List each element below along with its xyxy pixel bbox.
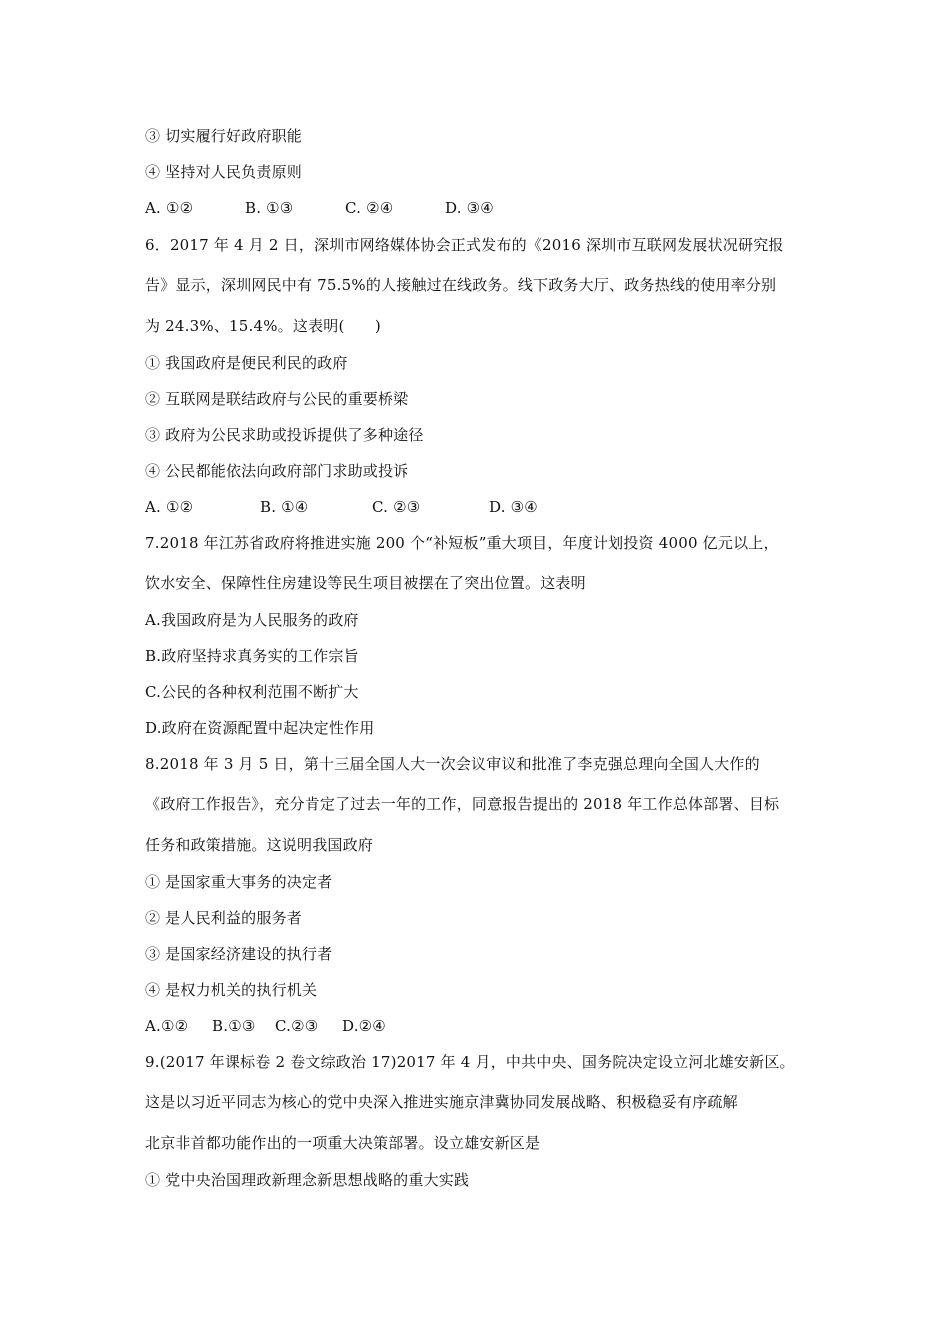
choice-c: C. ②③ xyxy=(372,498,421,516)
answer-choices-q8 xyxy=(145,1016,386,1036)
question-8-stem-line-1: 8.2018 年 3 月 5 日，第十三届全国人大一次会议审议和批准了李克强总理向全国人大作的 xyxy=(145,755,760,773)
question-7-option-c: C.公民的各种权利范围不断扩大 xyxy=(145,683,359,701)
option-4-line: ④ 坚持对人民负责原则 xyxy=(145,163,302,181)
question-6-option-2: ② 互联网是联结政府与公民的重要桥梁 xyxy=(145,390,409,408)
option-3-line: ③ 切实履行好政府职能 xyxy=(145,127,302,145)
choice-d: D. ③④ xyxy=(445,199,494,217)
choice-a: A. ①② xyxy=(145,199,194,217)
question-7-option-b: B.政府坚持求真务实的工作宗旨 xyxy=(145,647,359,665)
question-9-stem-line-3: 北京非首都功能作出的一项重大决策部署。设立雄安新区是 xyxy=(145,1134,541,1152)
question-6-option-1: ① 我国政府是便民利民的政府 xyxy=(145,354,348,372)
question-7-option-a: A.我国政府是为人民服务的政府 xyxy=(145,611,359,629)
question-6-stem-line-3: 为 24.3%、15.4%。这表明( ) xyxy=(145,317,381,335)
choice-c: C. ②④ xyxy=(345,199,394,217)
choice-c: C.②③ xyxy=(275,1017,319,1035)
choice-a: A. ①② xyxy=(145,498,194,516)
answer-choices-q5 xyxy=(145,198,494,218)
question-6-stem-line-1: 6．2017 年 4 月 2 日，深圳市网络媒体协会正式发布的《2016 深圳市互联网发展状况研究报 xyxy=(145,236,784,254)
choice-b: B. ①③ xyxy=(245,199,294,217)
question-8-option-3: ③ 是国家经济建设的执行者 xyxy=(145,945,333,963)
question-8-stem-line-2: 《政府工作报告》，充分肯定了过去一年的工作，同意报告提出的 2018 年工作总体部署、目标 xyxy=(145,795,780,813)
choice-d: D. ③④ xyxy=(489,498,538,516)
question-9-stem-line-2: 这是以习近平同志为核心的党中央深入推进实施京津冀协同发展战略、积极稳妥有序疏解 xyxy=(145,1093,738,1111)
question-7-stem-line-2: 饮水安全、保障性住房建设等民生项目被摆在了突出位置。这表明 xyxy=(145,574,586,592)
question-7-option-d: D.政府在资源配置中起决定性作用 xyxy=(145,719,375,737)
question-8-option-2: ② 是人民利益的服务者 xyxy=(145,909,302,927)
choice-b: B. ①④ xyxy=(260,498,309,516)
question-8-stem-line-3: 任务和政策措施。这说明我国政府 xyxy=(145,836,374,854)
question-7-stem-line-1: 7.2018 年江苏省政府将推进实施 200 个“补短板”重大项目，年度计划投资 4000 亿元以上， xyxy=(145,534,779,552)
question-8-option-4: ④ 是权力机关的执行机关 xyxy=(145,981,318,999)
choice-a: A.①② xyxy=(145,1017,189,1035)
choice-b: B.①③ xyxy=(212,1017,256,1035)
choice-d: D.②④ xyxy=(342,1017,386,1035)
answer-choices-q6 xyxy=(145,497,538,517)
question-9-stem-line-1: 9.(2017 年课标卷 2 卷文综政治 17)2017 年 4 月，中共中央、国务院决定设立河北雄安新区。 xyxy=(145,1053,795,1071)
question-6-stem-line-2: 告》显示，深圳网民中有 75.5%的人接触过在线政务。线下政务大厅、政务热线的使用率分别 xyxy=(145,276,777,294)
question-8-option-1: ① 是国家重大事务的决定者 xyxy=(145,873,333,891)
question-9-option-1: ① 党中央治国理政新理念新思想战略的重大实践 xyxy=(145,1171,470,1189)
question-6-option-4: ④ 公民都能依法向政府部门求助或投诉 xyxy=(145,462,409,480)
question-6-option-3: ③ 政府为公民求助或投诉提供了多种途径 xyxy=(145,426,424,444)
